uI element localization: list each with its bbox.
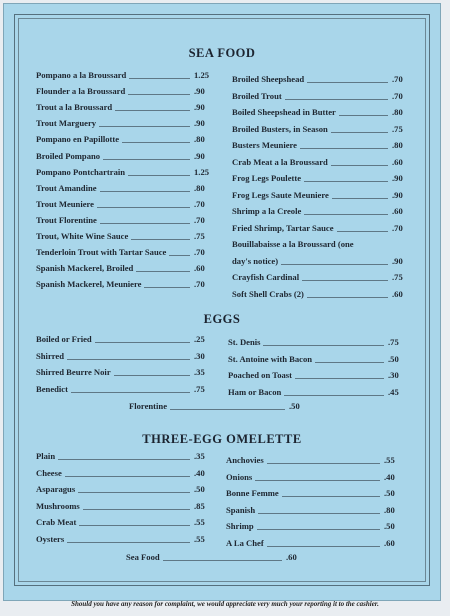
menu-item-name: Trout Florentine [36,215,100,225]
menu-item-price: .70 [392,90,403,101]
menu-item-price: .85 [194,500,205,511]
menu-item-name: Broiled Busters, in Season [232,124,331,134]
menu-item-name: Shrimp [226,521,257,531]
seafood-title: SEA FOOD [188,46,256,60]
menu-item [36,86,221,98]
menu-item-price: .90 [392,189,403,200]
menu-item [232,223,407,235]
menu-item-price: 1.25 [194,70,210,80]
menu-item-price: 1.25 [194,166,210,177]
menu-item-name: Broiled Trout [232,91,285,101]
menu-item-price: .90 [194,102,205,113]
menu-item-name: Bonne Femme [226,488,282,498]
menu-item-price: .45 [388,386,399,397]
menu-item-name: Boiled or Fried [36,334,95,344]
menu-item-price: .70 [194,214,205,225]
menu-item-price: .80 [392,107,403,117]
menu-item-price: .40 [384,471,395,482]
menu-item-name: Frog Legs Saute Meuniere [232,190,332,200]
menu-item-price: .90 [194,86,205,97]
menu-item-name: Crab Meat a la Broussard [232,157,331,167]
menu-item-name: Spanish [226,505,258,515]
menu-item-name: Shrimp a la Creole [232,206,304,216]
menu-item-price: .90 [194,150,205,161]
menu-item [36,183,221,195]
menu-item-price: .55 [194,533,205,544]
menu-item [36,351,221,363]
menu-item-price: .75 [194,231,205,241]
menu-item [126,552,311,564]
menu-item [36,501,221,513]
menu-item-name: Oysters [36,534,67,544]
menu-item [36,384,221,396]
menu-item [36,215,221,227]
menu-item-price: .90 [194,118,205,129]
menu-item-price: .30 [194,350,205,361]
menu-item [232,289,407,301]
menu-item-price: .70 [194,198,205,209]
menu-item [226,472,401,484]
menu-item [36,468,221,480]
eggs-title: EGGS [203,312,241,326]
menu-item [228,354,403,366]
menu-item [232,239,407,251]
complaint-footer: Should you have any reason for complaint, we would appreciate very much your reporting it to the cashier. [71,600,379,608]
menu-item [36,70,221,82]
menu-item-price: .75 [392,272,403,282]
menu-item-name: Asparagus [36,484,78,494]
menu-item-price: .60 [392,288,403,299]
menu-item-name: Anchovies [226,455,267,465]
menu-item [36,167,221,179]
menu-item-name: Bouillabaisse a la Broussard (one [232,239,357,249]
menu-item-price: .50 [384,521,395,531]
menu-item-price: .50 [289,401,300,411]
menu-item-name: Pompano en Papillotte [36,134,122,144]
menu-item [36,517,221,529]
menu-item [232,272,407,284]
menu-item-price: .30 [388,370,399,380]
menu-item [232,157,407,169]
menu-item-name: Busters Meuniere [232,140,300,150]
menu-item-name: Poached on Toast [228,370,295,380]
menu-item [232,256,407,268]
menu-item-name: Crab Meat [36,517,79,527]
menu-item [226,521,401,533]
menu-item [129,401,314,413]
menu-item [232,74,407,86]
menu-item-name: Pompano Pontchartrain [36,167,128,177]
menu-item-price: .60 [286,552,297,562]
menu-item-price: .75 [388,337,399,347]
menu-item-name: Shirred Beurre Noir [36,367,114,377]
menu-item-price: .60 [194,263,205,274]
menu-item-price: .35 [194,451,205,461]
menu-item-price: .25 [194,334,205,344]
menu-item [36,279,221,291]
menu-item-price: .60 [392,206,403,216]
menu-page [3,3,441,601]
menu-item [226,505,401,517]
menu-item-name: A La Chef [226,538,267,548]
menu-item-name: Benedict [36,384,71,394]
menu-item [36,451,221,463]
omelette-title: THREE-EGG OMELETTE [142,432,302,446]
menu-item [36,367,221,379]
menu-item [36,534,221,546]
menu-item-name: Trout, White Wine Sauce [36,231,131,241]
menu-item [36,231,221,243]
menu-item [36,102,221,114]
menu-item-price: .90 [392,255,403,266]
menu-item-name: Spanish Mackerel, Meuniere [36,279,144,289]
menu-item-price: .50 [194,484,205,494]
menu-item-price: .80 [194,182,205,193]
menu-item-price: .70 [194,247,205,258]
menu-item-price: .70 [194,279,205,290]
menu-item-name: St. Denis [228,337,263,347]
menu-item-price: .80 [384,504,395,515]
menu-item-price: .70 [392,222,403,233]
menu-item [228,370,403,382]
menu-item-price: .80 [194,134,205,145]
menu-item-price: .60 [384,537,395,548]
menu-item [232,107,407,119]
menu-item [36,151,221,163]
menu-item-name: Crayfish Cardinal [232,272,302,282]
menu-item-name: Flounder a la Broussard [36,86,128,96]
menu-item [228,337,403,349]
menu-item-name: Trout Amandine [36,183,100,193]
menu-item-price: .80 [392,140,403,150]
menu-item-name: Trout Marguery [36,118,99,128]
menu-item-name: Shirred [36,351,67,361]
menu-item [226,538,401,550]
menu-item-price: .50 [388,353,399,364]
menu-item-name: day's notice) [232,256,281,266]
menu-item [232,91,407,103]
menu-item-price: .75 [392,123,403,134]
menu-item-name: Cheese [36,468,65,478]
menu-item-name: Onions [226,472,255,482]
menu-item-name: Trout a la Broussard [36,102,115,112]
menu-item [226,455,401,467]
menu-item-name: Soft Shell Crabs (2) [232,289,307,299]
menu-item-price: .50 [384,488,395,498]
menu-item-name: Pompano a la Broussard [36,70,129,80]
menu-item-name: Boiled Sheepshead in Butter [232,107,339,117]
menu-item [232,173,407,185]
menu-item [36,199,221,211]
menu-item-price: .55 [384,455,395,465]
menu-item-name: Broiled Pompano [36,151,103,161]
menu-item-price: .70 [392,74,403,84]
menu-item [36,134,221,146]
menu-item-price: .35 [194,367,205,377]
menu-item [36,118,221,130]
menu-item [226,488,401,500]
menu-item [36,263,221,275]
menu-item-name: Fried Shrimp, Tartar Sauce [232,223,337,233]
menu-item-name: Trout Meuniere [36,199,97,209]
leader-line [36,459,190,460]
menu-item [36,334,221,346]
menu-item-name: Ham or Bacon [228,387,284,397]
menu-item-name: Plain [36,451,58,461]
menu-item-name: Mushrooms [36,501,83,511]
menu-item-price: .75 [194,383,205,394]
menu-item [36,484,221,496]
menu-item-price: .90 [392,173,403,183]
menu-item [232,206,407,218]
menu-item [232,124,407,136]
menu-item-price: .55 [194,517,205,527]
menu-item [36,247,221,259]
menu-item [228,387,403,399]
menu-item-price: .40 [194,467,205,478]
menu-item-name: Spanish Mackerel, Broiled [36,263,136,273]
menu-item-name: Broiled Sheepshead [232,74,307,84]
menu-item-name: Florentine [129,401,170,411]
menu-item-name: Frog Legs Poulette [232,173,304,183]
menu-item-name: St. Antoine with Bacon [228,354,315,364]
menu-item-name: Sea Food [126,552,163,562]
menu-item [232,140,407,152]
menu-item [232,190,407,202]
menu-item-name: Tenderloin Trout with Tartar Sauce [36,247,169,257]
menu-item-price: .60 [392,156,403,167]
